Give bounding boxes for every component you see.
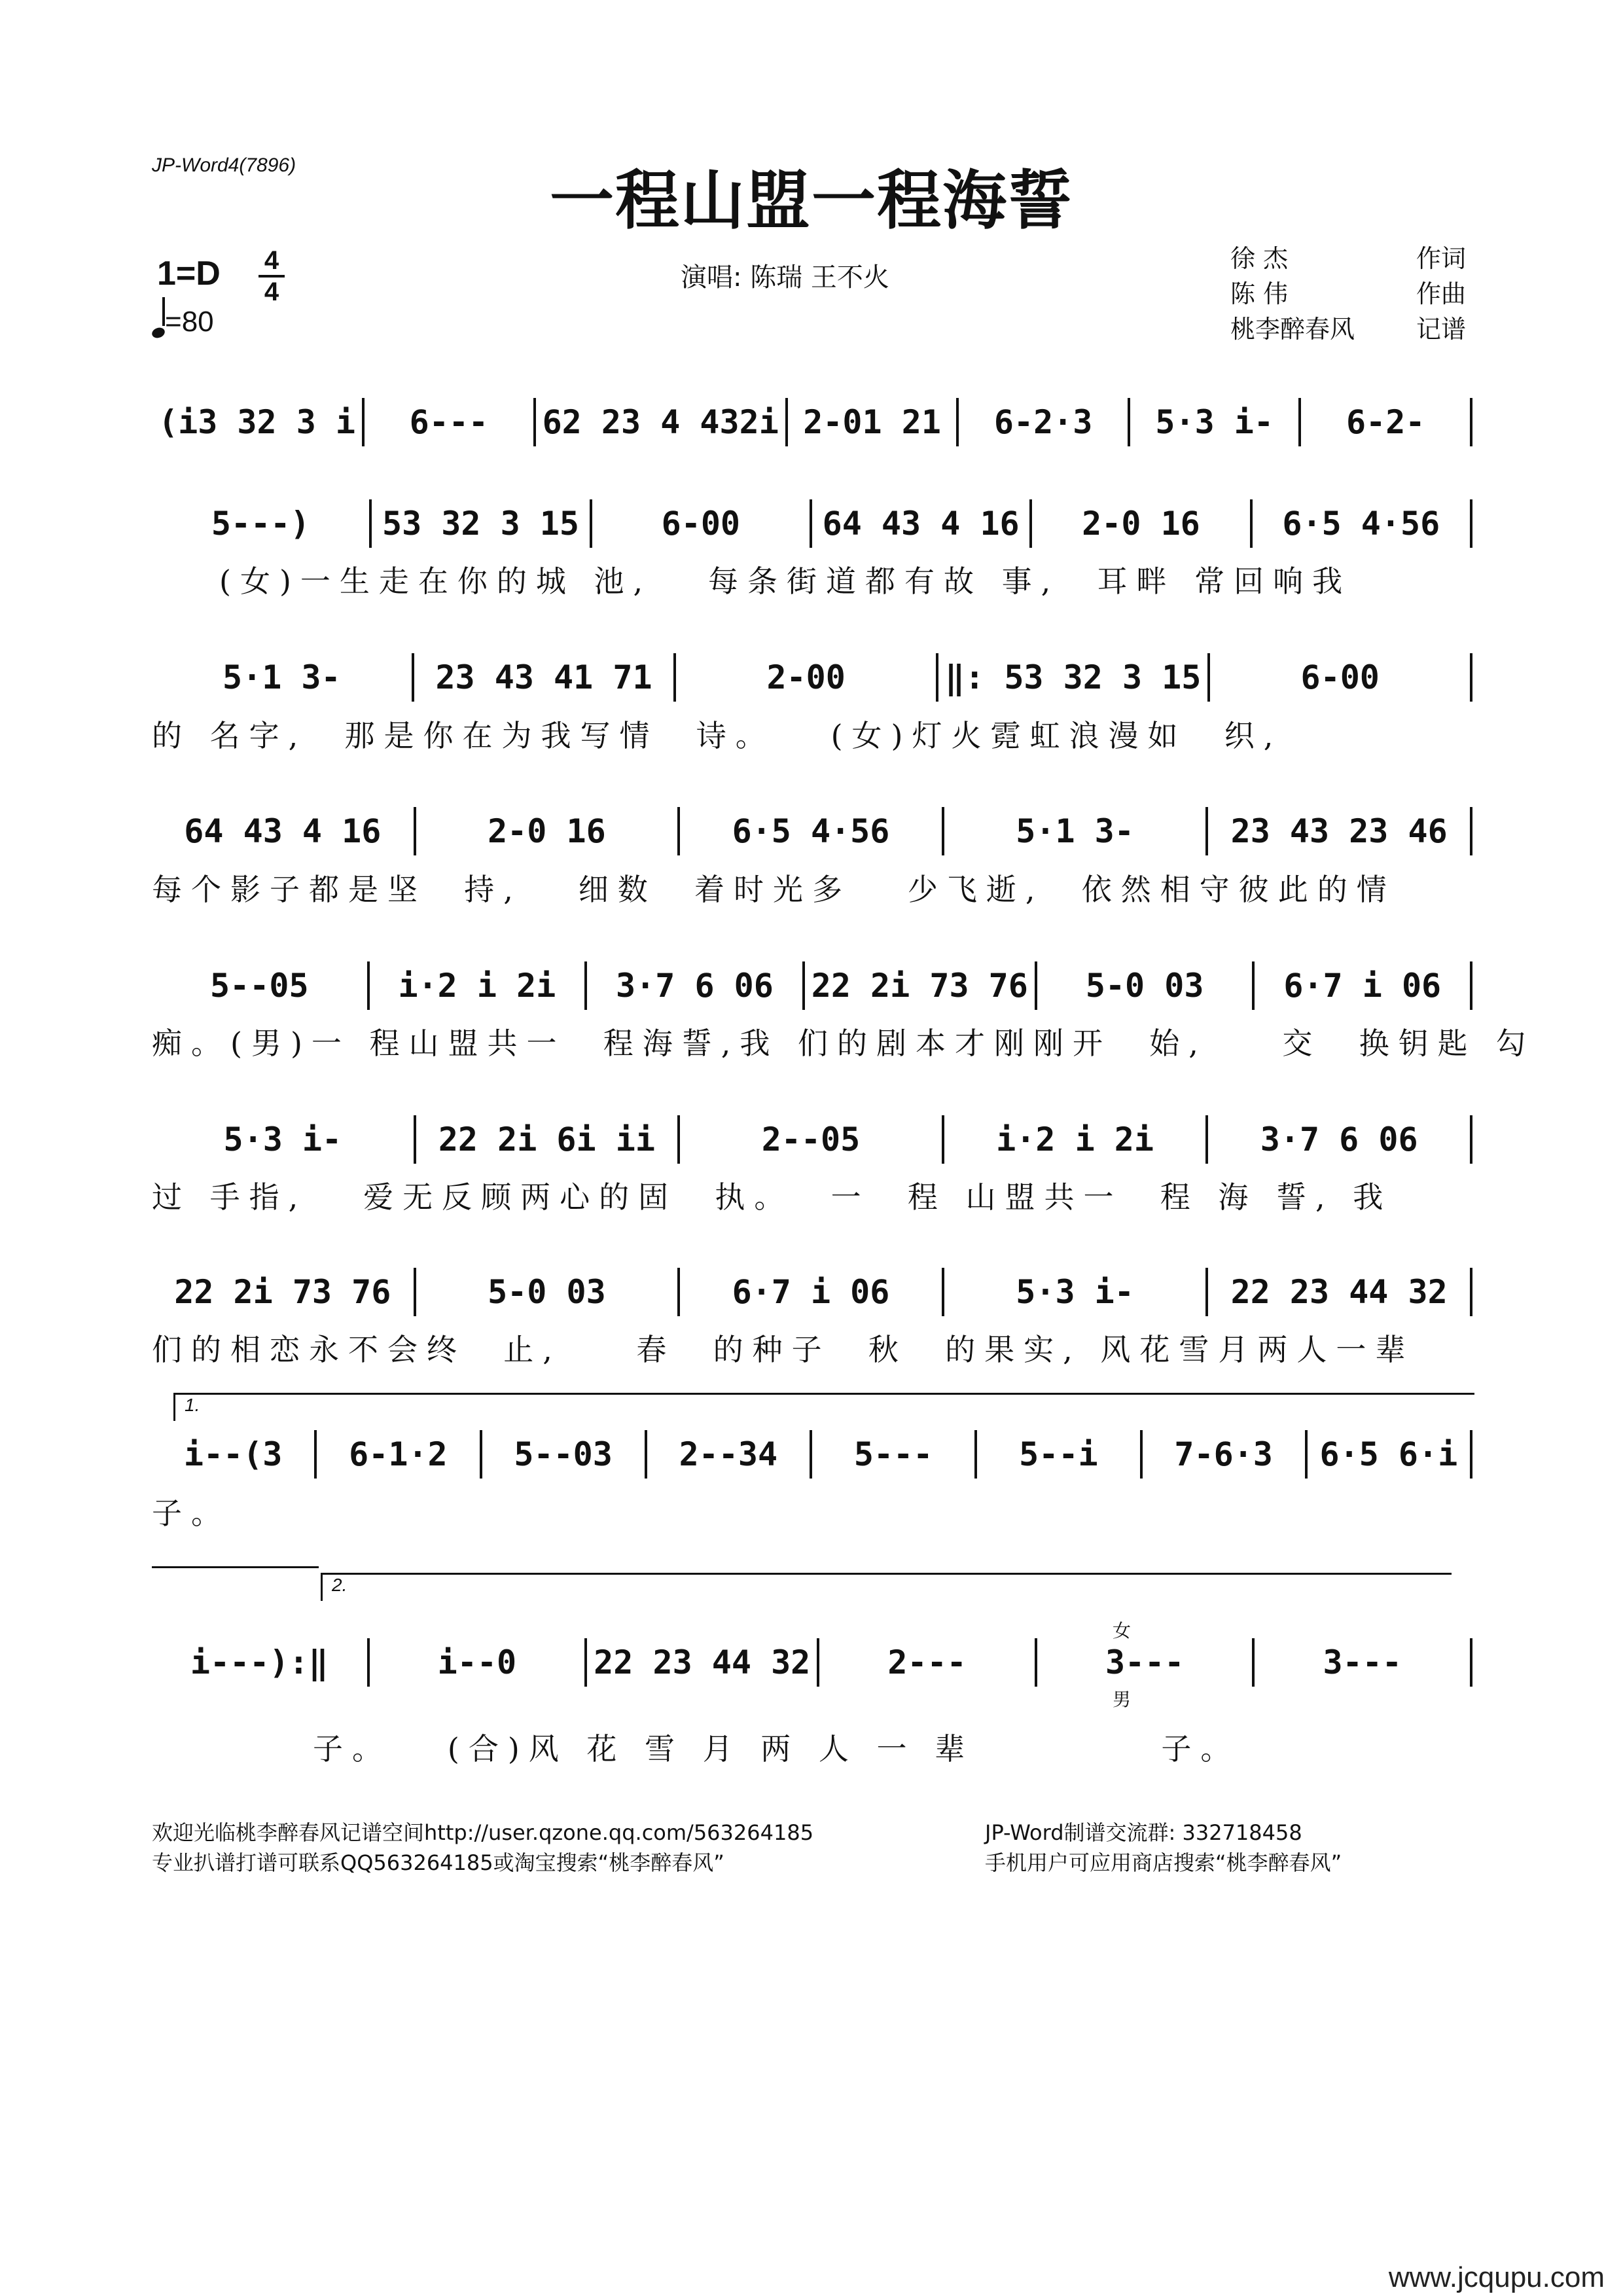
measure <box>152 658 412 696</box>
measure-notes: 22 2i 73 76 <box>174 1273 391 1311</box>
lyric-line-7: 子。 <box>152 1496 230 1531</box>
lyric-line-2: 的 名字, 那是你在为我写情 诗。 (女)灯火霓虹浪漫如 织, <box>152 718 1283 753</box>
volta-first-ending <box>173 1393 1474 1421</box>
lyric-line-1: (女)一生走在你的城 池, 每条街道都有故 事, 耳畔 常回响我 <box>219 564 1352 599</box>
measure-notes: 5--i <box>1019 1435 1098 1473</box>
measure <box>372 505 589 543</box>
time-signature <box>259 247 285 305</box>
measure-notes: 6·5 4·56 <box>732 812 890 850</box>
notation-line-3 <box>152 658 1472 697</box>
measure <box>370 967 585 1005</box>
measure <box>647 1435 810 1473</box>
measure-notes: 22 2i 6i ii <box>438 1121 655 1158</box>
footer-group: JP-Word制谱交流群: 332718458 <box>985 1820 1302 1845</box>
measure-notes: 5--- <box>853 1435 933 1473</box>
measure-notes: 2--34 <box>679 1435 778 1473</box>
transcriber-role: 记谱 <box>1416 315 1466 344</box>
measure-notes: 22 2i 73 76 <box>811 967 1028 1005</box>
measure <box>1253 505 1470 543</box>
measure <box>1208 1273 1470 1311</box>
transcriber-name: 桃李醉春风 <box>1230 315 1355 344</box>
composer-credit <box>1230 276 1466 312</box>
footer-website: 欢迎光临桃李醉春风记谱空间http://user.qzone.qq.com/563264185 <box>152 1820 814 1845</box>
measure <box>812 1435 974 1473</box>
measure-notes: 3·7 6 06 <box>1260 1121 1418 1158</box>
time-signature-top: 4 <box>264 246 279 275</box>
measure <box>152 1121 414 1158</box>
measure-notes: i--(3 <box>183 1435 283 1473</box>
measure-notes: 5·3 i- <box>223 1121 342 1158</box>
measure <box>152 812 414 850</box>
measure-notes: 64 43 4 16 <box>184 812 382 850</box>
notation-line-5 <box>152 966 1472 1005</box>
measure <box>152 1273 414 1311</box>
measure-notes: i·2 i 2i <box>996 1121 1154 1158</box>
measure <box>680 1121 942 1158</box>
ending-top-line <box>152 1566 319 1568</box>
measure-notes: 5--03 <box>514 1435 613 1473</box>
measure-notes: 23 43 23 46 <box>1230 812 1448 850</box>
quarter-note-icon <box>151 326 166 340</box>
measure-notes: 5·1 3- <box>1016 812 1134 850</box>
measure-notes: 62 23 4 432i <box>542 403 779 441</box>
measure <box>1308 1435 1470 1473</box>
barline <box>1470 499 1472 548</box>
measure-notes: 5·3 i- <box>1016 1273 1134 1311</box>
measure-notes: 5-0 03 <box>488 1273 606 1311</box>
notation-line-6 <box>152 1120 1472 1159</box>
software-version: JP-Word4(7896) <box>152 154 296 176</box>
measure-notes: 2--05 <box>761 1121 861 1158</box>
lyric-line-5: 过 手指, 爱无反顾两心的固 执。 一 程 山盟共一 程 海 誓, 我 <box>152 1179 1393 1215</box>
measure-notes: 6-2- <box>1346 403 1425 441</box>
measure-notes: ‖: 53 32 3 15 <box>945 658 1202 696</box>
measure-notes: 3--- <box>1105 1643 1185 1681</box>
footer-mobile: 手机用户可应用商店搜索“桃李醉春风” <box>985 1850 1342 1875</box>
measure-notes: (i3 32 3 i <box>158 403 356 441</box>
measure <box>587 1643 817 1681</box>
measure-notes: 2-0 16 <box>1082 505 1200 543</box>
measure <box>944 812 1206 850</box>
notation-line-1 <box>152 403 1472 442</box>
measure-notes: 2-00 <box>766 658 846 696</box>
measure <box>152 403 362 441</box>
measure-notes: i--0 <box>437 1643 517 1681</box>
measure <box>680 812 942 850</box>
barline <box>1470 398 1472 446</box>
voice-label-female: 女 <box>1113 1620 1132 1641</box>
notation-line-7 <box>152 1272 1472 1312</box>
volta-second-ending <box>321 1573 1452 1601</box>
site-watermark: www.jcqupu.com <box>1388 2261 1605 2293</box>
measure-notes: 53 32 3 15 <box>382 505 579 543</box>
measure-notes: 5--05 <box>210 967 309 1005</box>
barline <box>1470 653 1472 702</box>
measure <box>1301 403 1470 441</box>
measure <box>805 967 1035 1005</box>
measure <box>1208 1121 1470 1158</box>
measure <box>416 1273 678 1311</box>
footer-contact: 专业扒谱打谱可联系QQ563264185或淘宝搜索“桃李醉春风” <box>152 1850 724 1875</box>
singer-credit: 演唱: 陈瑞 王不火 <box>681 262 889 293</box>
measure-notes: 6·5 4·56 <box>1282 505 1440 543</box>
barline <box>1470 1268 1472 1316</box>
measure <box>959 403 1128 441</box>
measure-notes: 64 43 4 16 <box>822 505 1020 543</box>
measure <box>1255 1643 1470 1681</box>
measure <box>676 658 936 696</box>
lyric-line-6: 们的相恋永不会终 止, 春 的种子 秋 的果实, 风花雪月两人一辈 <box>152 1332 1415 1367</box>
key-signature: 1=D <box>157 255 221 293</box>
measure-notes: 5---) <box>211 505 310 543</box>
measure-notes: 6-2·3 <box>993 403 1093 441</box>
measure <box>152 1643 367 1681</box>
measure <box>1143 1435 1305 1473</box>
measure-notes: 6·7 i 06 <box>732 1273 890 1311</box>
measure-notes: 22 23 44 32 <box>594 1643 811 1681</box>
measure <box>944 1121 1206 1158</box>
measure-notes: 3·7 6 06 <box>616 967 774 1005</box>
barline <box>1470 1430 1472 1479</box>
measure <box>1037 967 1253 1005</box>
measure-notes: i·2 i 2i <box>398 967 556 1005</box>
notation-line-9 <box>152 1643 1472 1682</box>
measure-notes: 6-00 <box>661 505 741 543</box>
measure <box>977 1435 1139 1473</box>
notation-line-8 <box>152 1435 1472 1474</box>
tempo-value: =80 <box>165 306 214 338</box>
barline <box>1470 1115 1472 1164</box>
lyricist-name: 徐 杰 <box>1230 244 1289 273</box>
measure <box>414 658 674 696</box>
measure <box>1208 812 1470 850</box>
measure <box>1255 967 1470 1005</box>
voice-label-male: 男 <box>1113 1689 1132 1710</box>
measure <box>587 967 802 1005</box>
measure-notes: 6·7 i 06 <box>1283 967 1442 1005</box>
lyricist-role: 作词 <box>1416 244 1466 273</box>
measure <box>944 1273 1206 1311</box>
lyric-line-3: 每个影子都是坚 持, 细数 着时光多 少飞逝, 依然相守彼此的情 <box>152 872 1396 907</box>
song-title: 一程山盟一程海誓 <box>549 163 1073 238</box>
measure <box>482 1435 645 1473</box>
measure <box>788 403 957 441</box>
measure-notes: 6--- <box>409 403 489 441</box>
measure <box>812 505 1029 543</box>
measure <box>317 1435 479 1473</box>
measure <box>152 505 369 543</box>
barline <box>1470 961 1472 1010</box>
measure-notes: 5·3 i- <box>1155 403 1274 441</box>
measure-notes: 22 23 44 32 <box>1230 1273 1448 1311</box>
measure-notes: 6-1·2 <box>349 1435 448 1473</box>
quarter-note-stem <box>162 297 165 326</box>
notation-line-4 <box>152 812 1472 851</box>
composer-role: 作曲 <box>1416 279 1466 308</box>
composer-name: 陈 伟 <box>1230 279 1289 308</box>
time-signature-bottom: 4 <box>264 278 279 306</box>
measure <box>819 1643 1035 1681</box>
volta-second-label: 2. <box>332 1575 348 1595</box>
lyric-line-8: 子。 (合)风 花 雪 月 两 人 一 辈 子。 <box>313 1731 1240 1767</box>
measure <box>592 505 810 543</box>
volta-first-label: 1. <box>185 1395 200 1415</box>
measure-notes: i---):‖ <box>190 1643 329 1681</box>
measure <box>1130 403 1299 441</box>
notation-line-2 <box>152 504 1472 543</box>
barline <box>1470 1638 1472 1687</box>
measure-notes: 2-01 21 <box>803 403 941 441</box>
measure <box>536 403 785 441</box>
measure-notes: 2-0 16 <box>488 812 606 850</box>
measure-notes: 23 43 41 71 <box>435 658 652 696</box>
measure <box>938 658 1207 696</box>
measure <box>370 1643 585 1681</box>
measure <box>416 812 678 850</box>
measure-notes: 5·1 3- <box>223 658 341 696</box>
tempo-marking <box>152 302 214 338</box>
measure-notes: 6·5 6·i <box>1319 1435 1458 1473</box>
measure <box>1037 1643 1253 1681</box>
measure <box>1210 658 1470 696</box>
transcriber-credit <box>1230 312 1466 347</box>
measure-notes: 7-6·3 <box>1174 1435 1273 1473</box>
lyricist-credit <box>1230 241 1466 276</box>
measure-notes: 5-0 03 <box>1085 967 1204 1005</box>
measure <box>152 1435 314 1473</box>
measure <box>365 403 533 441</box>
measure <box>680 1273 942 1311</box>
measure-notes: 3--- <box>1323 1643 1402 1681</box>
author-credits <box>1230 241 1466 347</box>
measure-notes: 2--- <box>887 1643 967 1681</box>
measure <box>1032 505 1249 543</box>
lyric-line-4: 痴。(男)一 程山盟共一 程海誓,我 们的剧本才刚刚开 始, 交 换钥匙 勾 <box>152 1026 1535 1061</box>
measure <box>416 1121 678 1158</box>
measure <box>152 967 367 1005</box>
measure-notes: 6-00 <box>1300 658 1380 696</box>
barline <box>1470 807 1472 855</box>
